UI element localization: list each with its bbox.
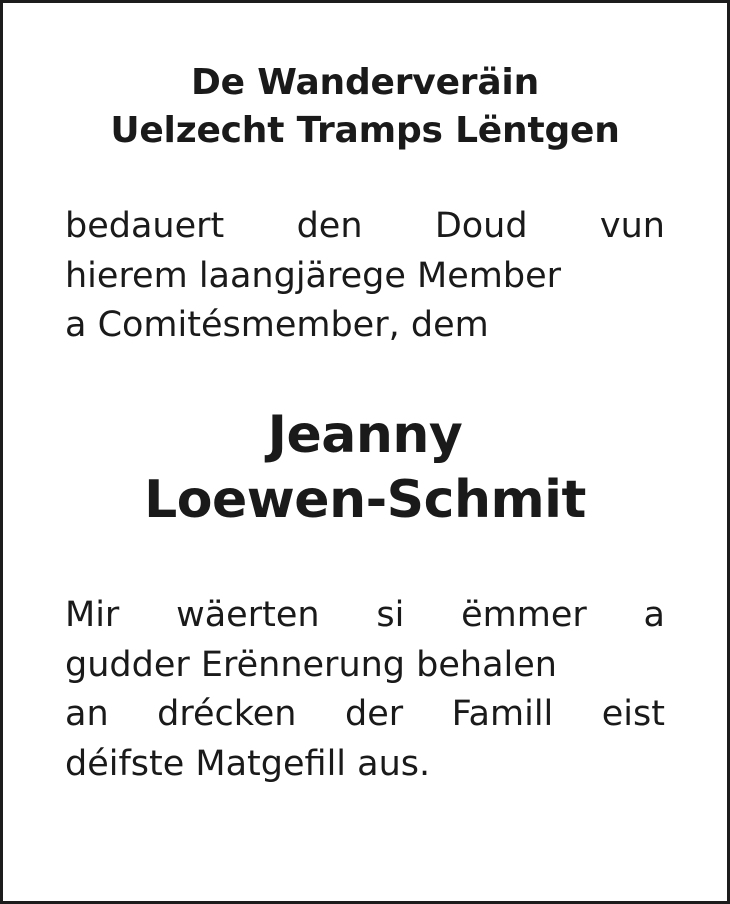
organization-name-line-1: De Wanderveräin	[190, 62, 540, 103]
intro-text-line-2: hierem laangjärege Member	[65, 255, 561, 296]
closing-text-line-1: Mir wäerten si ëmmer a	[65, 595, 665, 636]
closing-text-line-2: gudder Erënnerung behalen	[65, 644, 557, 685]
organization-name-line-2: Uelzecht Tramps Lëntgen	[110, 109, 620, 151]
closing-text-line-3: an drécken der Famill eist	[65, 694, 665, 735]
intro-text-line-3: a Comitésmember, dem	[65, 305, 489, 346]
closing-text-line-4: déifste Matgefill aus.	[65, 744, 431, 785]
deceased-last-name: Loewen-Schmit	[144, 470, 586, 531]
intro-text	[65, 202, 665, 351]
deceased-first-name: Jeanny	[267, 405, 463, 466]
deceased-name	[65, 403, 665, 533]
intro-text-line-1: bedauert den Doud vun	[65, 206, 665, 247]
closing-text	[65, 591, 665, 790]
organization-name	[65, 59, 665, 154]
